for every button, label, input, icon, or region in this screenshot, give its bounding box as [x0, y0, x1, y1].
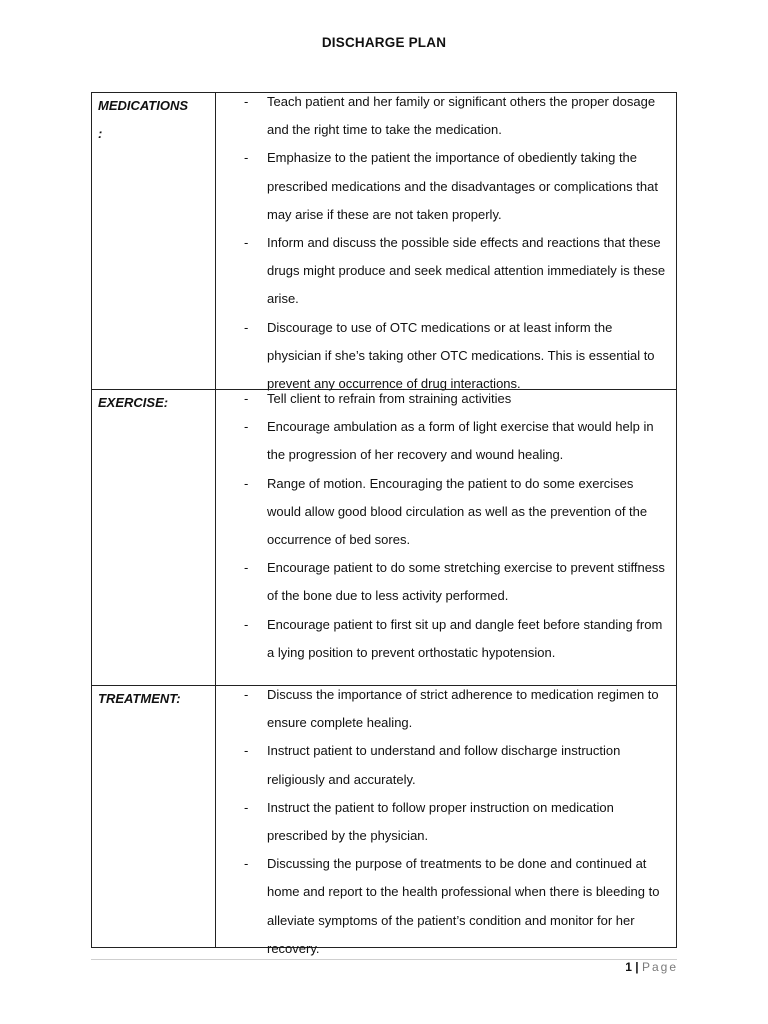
list-item: - Encourage patient to first sit up and dangle feet before standing from a lying position to prevent orthostatic hypotension.: [216, 611, 670, 667]
list-item: - Discourage to use of OTC medications or at least inform the physician if she’s taking other OTC medications. This is essential to prevent any occurrence of drug interactions.: [216, 314, 670, 399]
bullet-dash: -: [244, 560, 249, 576]
bullet-dash: -: [244, 150, 249, 166]
bullet-dash: -: [244, 391, 249, 406]
bullet-dash: -: [244, 94, 249, 109]
footer-rule: [91, 959, 677, 960]
bullet-dash: -: [244, 856, 249, 872]
section-label-treatment: TREATMENT:: [98, 691, 181, 706]
bullet-dash: -: [244, 419, 249, 435]
medications-list: [216, 88, 670, 398]
section-medications: [92, 93, 676, 392]
list-item: - Teach patient and her family or significant others the proper dosage and the right time to take the medication.: [216, 88, 670, 144]
list-item: - Encourage patient to do some stretching exercise to prevent stiffness of the bone due to less activity performed.: [216, 554, 670, 610]
list-item: - Emphasize to the patient the importance of obediently taking the prescribed medications and the disadvantages or complications that may arise if these are not taken properly.: [216, 144, 670, 229]
bullet-dash: -: [244, 616, 249, 632]
list-item: - Instruct the patient to follow proper instruction on medication prescribed by the physician.: [216, 794, 670, 850]
treatment-list: [216, 681, 670, 963]
list-item: - Tell client to refrain from straining activities: [216, 385, 670, 413]
page-number: 1: [625, 960, 632, 974]
section-exercise: [92, 389, 676, 686]
section-treatment: [92, 685, 676, 956]
list-item: - Range of motion. Encouraging the patient to do some exercises would allow good blood circulation as well as the prevention of the occurrence of bed sores.: [216, 470, 670, 555]
page-footer: [625, 960, 678, 974]
page-separator: |: [635, 960, 639, 974]
bullet-dash: -: [244, 743, 249, 759]
section-label-exercise: EXERCISE:: [98, 395, 169, 410]
bullet-dash: -: [244, 799, 249, 815]
list-item: - Discussing the purpose of treatments to be done and continued at home and report to the health professional when there is bleeding to alleviate symptoms of the patient’s condition and monitor for her recovery.: [216, 850, 670, 963]
bullet-dash: -: [244, 475, 249, 491]
list-item: - Instruct patient to understand and follow discharge instruction religiously and accurately.: [216, 737, 670, 793]
exercise-list: [216, 385, 670, 667]
page-word: Page: [641, 960, 678, 974]
bullet-dash: -: [244, 319, 249, 335]
section-label-medications: MEDICATIONS :: [98, 98, 189, 141]
list-item: - Encourage ambulation as a form of light exercise that would help in the progression of her recovery and wound healing.: [216, 413, 670, 469]
discharge-plan-table: [91, 92, 677, 956]
bullet-dash: -: [244, 235, 249, 251]
page-title: DISCHARGE PLAN: [321, 35, 447, 50]
list-item: - Discuss the importance of strict adherence to medication regimen to ensure complete healing.: [216, 681, 670, 737]
bullet-dash: -: [244, 687, 249, 702]
list-item: - Inform and discuss the possible side effects and reactions that these drugs might produce and seek medical attention immediately is these arise.: [216, 229, 670, 314]
